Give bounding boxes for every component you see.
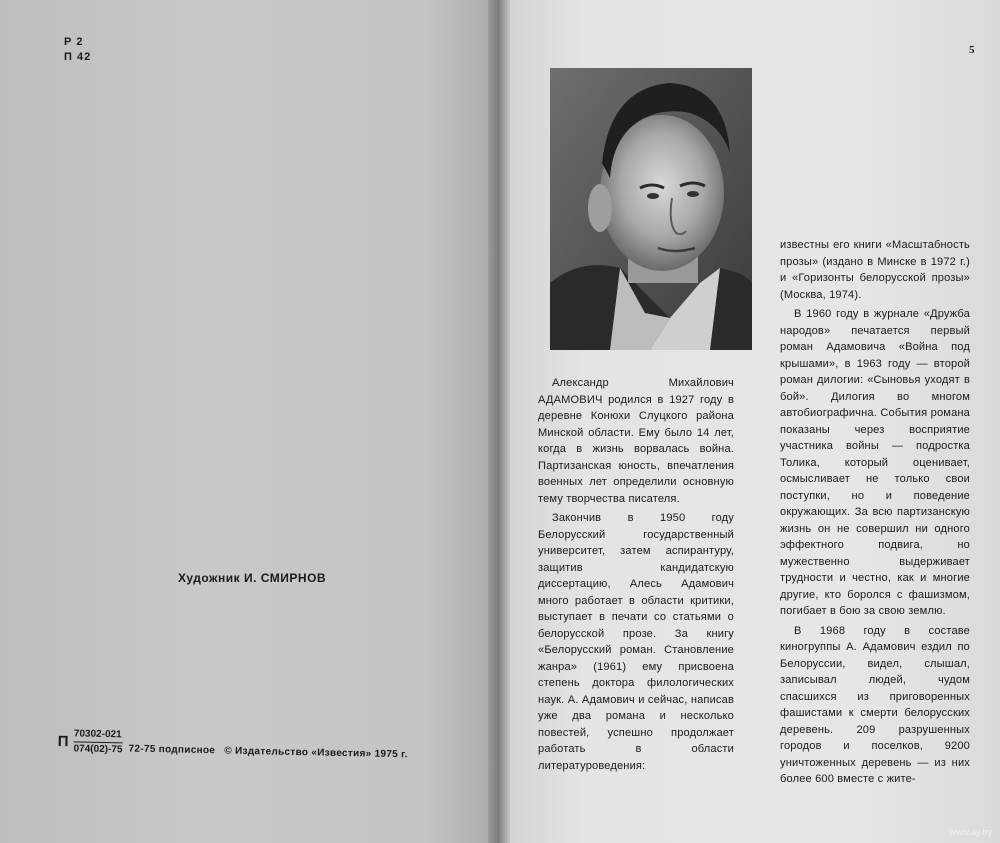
library-code-line2: П 42 [64, 51, 92, 63]
biography-column-1 [538, 375, 734, 777]
imprint-denominator: 074(02)-75 [73, 743, 123, 756]
imprint-numerator: 70302-021 [74, 727, 123, 743]
bio-paragraph-1: Александр Михайлович АДАМОВИЧ родился в 1927 году в деревне Конюхи Слуцкого района Минской области. Ему было 14 лет, когда в жизнь ворвалась война. Партизанская юность, впечатления военных лет определили основную тему творчества писателя. [538, 377, 734, 505]
biography-column-2 [780, 237, 970, 791]
imprint-edition: 72-75 подписное [128, 743, 216, 757]
author-portrait [550, 68, 752, 350]
bio-paragraph-3: В 1960 году в журнале «Дружба народов» печатается первый роман Адамовича «Война под крышами», в 1963 году — второй роман дилогии: «Сыновья уходят в бой». Дилогия во многом автобиографична. События романа показаны через восприятие участника войны — подростка Толика, который оценивает, осмысливает не только свои поступки, но и поведение окружающих. За всю партизанскую жизнь он не совершил ни одного эффектного подвига, но мужественно выдерживает трудности и честно, как и многие другие, кто боролся с фашизмом, погибает в бою за свою землю. [780, 308, 970, 617]
imprint-fraction [73, 727, 123, 757]
artist-credit: Художник И. СМИРНОВ [178, 571, 327, 585]
imprint-rest [128, 743, 413, 760]
imprint-copyright: © Издательство «Известия» 1975 г. [224, 745, 408, 761]
bio-paragraph-4: В 1968 году в составе киногруппы А. Адамович ездил по Белоруссии, видел, слышал, записывал людей, чудом спасшихся из приговоренных фашистами к смерти белорусских деревень. 209 разрушенных городов и поселков, 9200 уничтоженных деревень — из них более 600 вместе с жите- [780, 624, 970, 785]
bio-continuation: известны его книги «Масштабность прозы» (издано в Минске в 1972 г.) и «Горизонты белорусской прозы» (Москва, 1974). [780, 239, 970, 301]
site-watermark: www.ay.by [949, 827, 992, 837]
library-code-line1: Р 2 [64, 36, 84, 48]
imprint-letter: П [57, 732, 69, 751]
page-number: 5 [969, 44, 975, 56]
bio-paragraph-2: Закончив в 1950 году Белорусский государственный университет, затем аспирантуру, защитив кандидатскую диссертацию, Алесь Адамович много работает в области критики, выступает в печати со статьями о белорусской прозе. За книгу «Белорусский роман. Становление жанра» (1961) ему присвоена степень доктора филологических наук. А. Адамович и сейчас, написав уже два романа и несколько повестей, успешно продолжает работать в области литературоведения: [538, 512, 734, 772]
